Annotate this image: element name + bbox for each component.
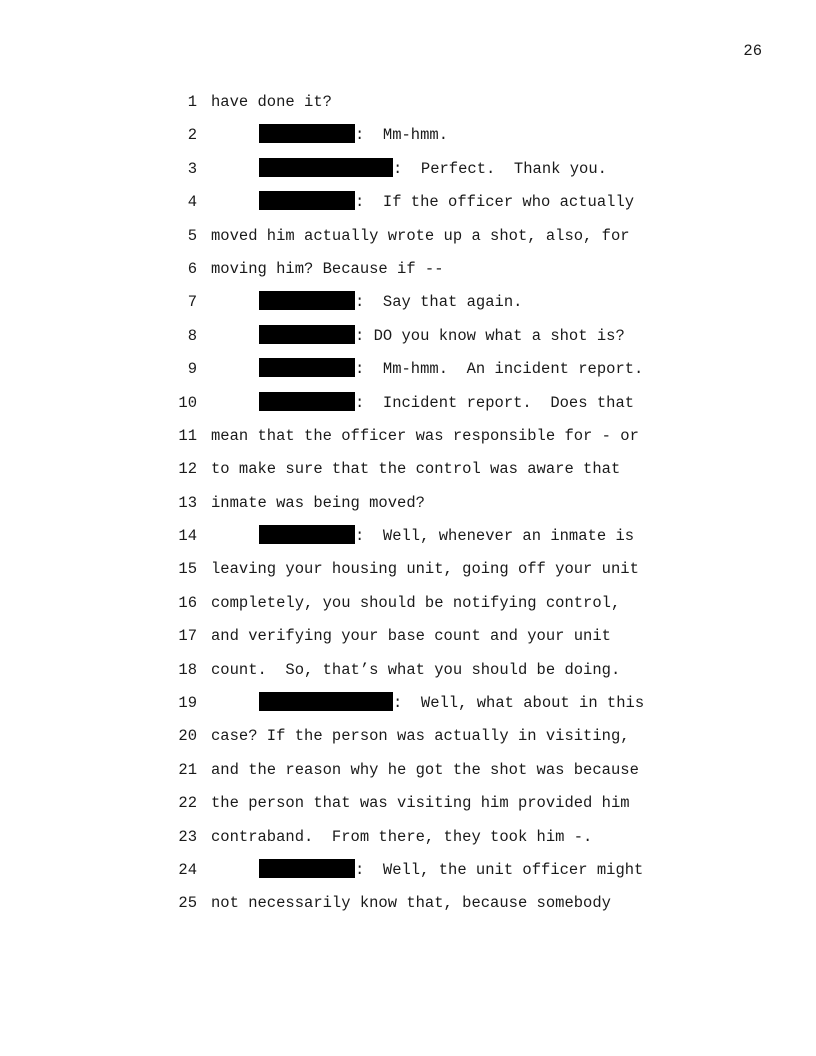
transcript-line [0, 453, 816, 486]
transcript-line [0, 720, 816, 753]
redacted-speaker-name [259, 859, 355, 878]
line-text-wrapper [259, 687, 644, 720]
line-text-wrapper [211, 253, 444, 286]
transcript-line [0, 887, 816, 920]
line-text: : Mm-hmm. An incident report. [355, 360, 644, 379]
line-text: case? If the person was actually in visiting, [211, 727, 630, 746]
line-text: to make sure that the control was aware that [211, 460, 621, 479]
line-number: 8 [187, 326, 197, 345]
line-text-wrapper [211, 86, 332, 119]
line-text-wrapper [211, 787, 630, 820]
line-number: 15 [178, 560, 197, 579]
line-text: : Incident report. Does that [355, 393, 635, 412]
line-number: 9 [187, 360, 197, 379]
line-text: mean that the officer was responsible for - or [211, 426, 639, 445]
line-text: have done it? [211, 93, 332, 111]
line-number: 22 [178, 794, 197, 813]
transcript-line [0, 821, 816, 854]
transcript-line [0, 353, 816, 386]
line-text-wrapper [211, 420, 639, 453]
line-text: moving him? Because if -- [211, 259, 444, 278]
line-number: 6 [187, 259, 197, 278]
transcript-line [0, 220, 816, 253]
transcript-line [0, 420, 816, 453]
line-text: : If the officer who actually [355, 193, 635, 212]
line-text: not necessarily know that, because somebody [211, 894, 611, 913]
redacted-speaker-name [259, 525, 355, 544]
line-text-wrapper [259, 520, 634, 553]
redacted-speaker-name [259, 191, 355, 210]
transcript-line [0, 487, 816, 520]
redacted-speaker-name [259, 392, 355, 411]
line-text: the person that was visiting him provided him [211, 794, 630, 813]
line-number: 7 [187, 293, 197, 312]
page-number: 26 [743, 42, 762, 60]
line-text: inmate was being moved? [211, 493, 425, 512]
line-number: 12 [178, 460, 197, 479]
line-text: : DO you know what a shot is? [355, 326, 625, 345]
line-text: : Say that again. [355, 293, 523, 312]
line-text-wrapper [211, 220, 630, 253]
line-number: 16 [178, 593, 197, 612]
transcript-line [0, 754, 816, 787]
transcript-line [0, 119, 816, 152]
transcript-line [0, 186, 816, 219]
line-number: 13 [178, 493, 197, 512]
redacted-speaker-name [259, 325, 355, 344]
line-text: contraband. From there, they took him -. [211, 827, 593, 846]
line-number: 17 [178, 627, 197, 646]
line-number: 23 [178, 827, 197, 846]
line-text-wrapper [259, 286, 522, 319]
transcript-line [0, 320, 816, 353]
line-text: : Perfect. Thank you. [393, 159, 607, 178]
line-text-wrapper [259, 153, 607, 186]
line-text-wrapper [211, 587, 620, 620]
line-number: 18 [178, 660, 197, 679]
transcript-line [0, 86, 816, 119]
line-text-wrapper [259, 387, 634, 420]
line-text-wrapper [259, 186, 634, 219]
line-text-wrapper [259, 119, 448, 152]
line-number: 21 [178, 760, 197, 779]
redacted-speaker-name [259, 692, 393, 711]
line-number: 11 [178, 426, 197, 445]
transcript-line [0, 387, 816, 420]
line-text-wrapper [259, 353, 643, 386]
transcript-line [0, 253, 816, 286]
line-text: : Well, whenever an inmate is [355, 527, 635, 546]
line-number: 24 [178, 860, 197, 879]
line-text-wrapper [211, 453, 620, 486]
line-number: 14 [178, 527, 197, 546]
transcript-line [0, 654, 816, 687]
line-text-wrapper [211, 754, 639, 787]
transcript-line [0, 153, 816, 186]
redacted-speaker-name [259, 291, 355, 310]
line-text-wrapper [259, 320, 625, 353]
line-number: 2 [187, 126, 197, 145]
line-text: count. So, that’s what you should be doing. [211, 660, 621, 679]
transcript-line [0, 553, 816, 586]
line-text: and the reason why he got the shot was because [211, 760, 639, 779]
line-number: 25 [178, 894, 197, 913]
redacted-speaker-name [259, 358, 355, 377]
line-text-wrapper [211, 654, 620, 687]
transcript-line [0, 787, 816, 820]
transcript-line [0, 620, 816, 653]
line-text-wrapper [211, 720, 630, 753]
line-text-wrapper [211, 487, 425, 520]
line-text: : Well, the unit officer might [355, 860, 644, 879]
line-number: 20 [178, 727, 197, 746]
line-text-wrapper [211, 887, 611, 920]
line-text-wrapper [211, 553, 639, 586]
line-text: and verifying your base count and your unit [211, 627, 611, 646]
transcript-line [0, 286, 816, 319]
line-number: 1 [187, 93, 197, 111]
redacted-speaker-name [259, 158, 393, 177]
line-text: completely, you should be notifying control, [211, 593, 621, 612]
transcript-body [0, 86, 816, 921]
line-number: 19 [178, 694, 197, 713]
line-number: 3 [187, 159, 197, 178]
transcript-line [0, 854, 816, 887]
line-text-wrapper [259, 854, 643, 887]
line-number: 4 [187, 193, 197, 212]
transcript-line [0, 520, 816, 553]
redacted-speaker-name [259, 124, 355, 143]
line-text-wrapper [211, 620, 611, 653]
line-text: : Mm-hmm. [355, 126, 449, 145]
line-text: leaving your housing unit, going off your unit [211, 560, 639, 579]
line-number: 5 [187, 226, 197, 245]
line-number: 10 [178, 393, 197, 412]
line-text: moved him actually wrote up a shot, also, for [211, 226, 630, 245]
transcript-line [0, 687, 816, 720]
line-text-wrapper [211, 821, 592, 854]
line-text: : Well, what about in this [393, 694, 645, 713]
transcript-line [0, 587, 816, 620]
